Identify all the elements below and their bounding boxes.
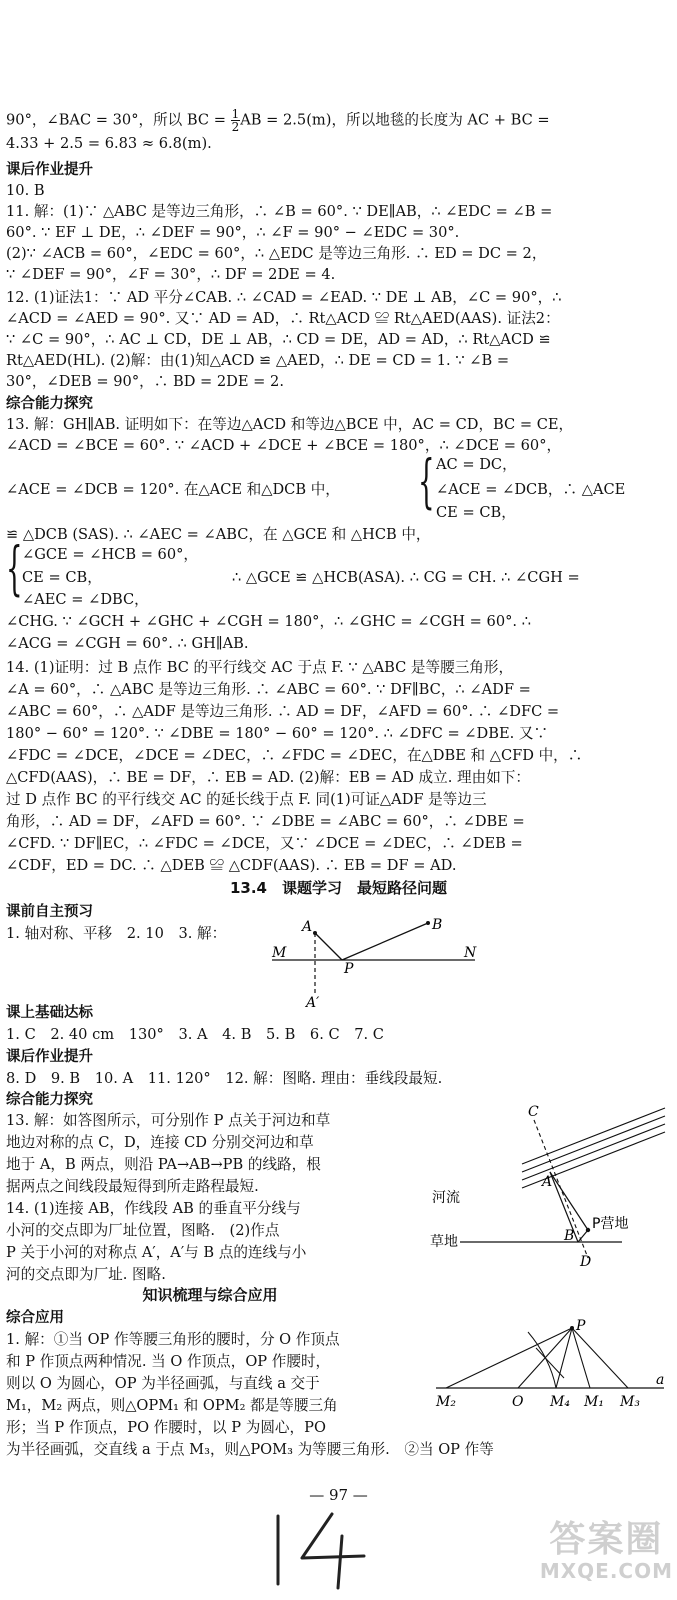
label-a: A [542, 1174, 553, 1190]
river-edge [522, 1116, 665, 1172]
segment-pb [342, 923, 428, 960]
answer-line: 角形，∴ AD = DF，∠AFD = 60°. ∵ ∠DBE = ∠ABC = 60°，∴ ∠DBE = [6, 813, 525, 830]
answer-line: 据两点之间线段最短得到所走路程最短. [6, 1178, 259, 1195]
point-p [570, 1326, 574, 1330]
answer-line: 地于 A，B 两点，则沿 PA→AB→PB 的线路，根 [6, 1156, 321, 1173]
handwritten-number [260, 1510, 380, 1590]
point-a [313, 931, 317, 935]
brace-line: AC = DC， [436, 456, 517, 473]
answer-line: ∠ACD = ∠BCE = 60°. ∵ ∠ACD + ∠DCE + ∠BCE = 180°，∴ ∠DCE = 60°， [6, 437, 562, 454]
answer-line: 14. (1)证明：过 B 点作 BC 的平行线交 AC 于点 F. ∵ △ABC 是等腰三角形， [6, 659, 514, 676]
section-title: 知识梳理与综合应用 [142, 1286, 278, 1304]
section-heading: 课后作业提升 [6, 1049, 93, 1065]
label-d: D [580, 1254, 592, 1270]
answer-line: 8. D 9. B 10. A 11. 120° 12. 解：图略. 理由：垂线段最短. [6, 1070, 443, 1087]
answer-line: ∠A = 60°，∴ △ABC 是等边三角形. ∴ ∠ABC = 60°. ∵ DF∥BC，∴ ∠ADF = [6, 681, 531, 698]
label-c: C [528, 1104, 539, 1120]
label-o: O [512, 1394, 524, 1410]
answer-line: ∠ABC = 60°，∴ △ADF 是等边三角形. ∴ AD = DF，∠AFD = 60°. ∴ ∠DFC = [6, 703, 560, 720]
answer-line: ∵ ∠DEF = 90°，∠F = 30°，∴ DF = 2DE = 4. [6, 266, 336, 283]
section-heading: 课前自主预习 [6, 904, 93, 920]
segment-ap [315, 933, 342, 960]
answer-line: 1. C 2. 40 cm 130° 3. A 4. B 5. B 6. C 7. C [6, 1026, 384, 1043]
answer-line: 13. 解：GH∥AB. 证明如下：在等边△ACD 和等边△BCE 中，AC = CD，BC = CE， [6, 416, 574, 433]
label-p: P [344, 961, 354, 977]
label-b: B [564, 1228, 575, 1244]
answer-line: ∠CDF，ED = DC. ∴ △DEB ≌ △CDF(AAS). ∴ EB = DF = AD. [6, 857, 457, 874]
answer-line: 过 D 点作 BC 的平行线交 AC 的延长线于点 F. 同(1)可证△ADF 是等边三 [6, 791, 487, 808]
fraction: $\frac{1}{2}$ [231, 108, 240, 133]
text-line: 4.33 + 2.5 = 6.83 ≈ 6.8(m). [6, 135, 212, 152]
point-b [426, 921, 430, 925]
label-m4: M₄ [550, 1394, 570, 1410]
brace: { [6, 534, 23, 602]
answer-line: ∠ACE = ∠DCB = 120°. 在△ACE 和△DCB 中， [6, 481, 340, 498]
river-figure [430, 1100, 670, 1270]
label-m2: M₂ [436, 1394, 456, 1410]
section-title: 13.4 课题学习 最短路径问题 [229, 879, 447, 897]
section-heading: 综合应用 [6, 1310, 64, 1326]
answer-line: 180° − 60° = 120°. ∵ ∠DBE = 180° − 60° = 120°. ∴ ∠DFC = ∠DBE. 又∵ [6, 725, 549, 742]
label-grass: 草地 [430, 1234, 458, 1250]
answer-line: 10. B [6, 182, 45, 199]
label-n: N [464, 945, 477, 961]
section-heading: 综合能力探究 [6, 396, 93, 412]
answer-line: 11. 解：(1)∵ △ABC 是等边三角形，∴ ∠B = 60°. ∵ DE∥AB，∴ ∠EDC = ∠B = [6, 203, 553, 220]
brace-line: ∠GCE = ∠HCB = 60°， [22, 546, 199, 563]
answer-line: 为半径画弧，交直线 a 于点 M₃，则△POM₃ 为等腰三角形. ②当 OP 作等 [6, 1441, 494, 1458]
label-a: a [656, 1372, 665, 1388]
triangle-figure [432, 1318, 670, 1438]
answer-line: 形；当 P 作顶点，PO 作腰时，以 P 为圆心，PO [6, 1419, 326, 1436]
label-m1: M₁ [584, 1394, 604, 1410]
watermark: 答案圈 MXQE.COM [539, 1519, 673, 1583]
label-camp: P营地 [592, 1216, 629, 1232]
answer-line: 和 P 作顶点两种情况. 当 O 作顶点，OP 作腰时， [6, 1353, 331, 1370]
section-heading: 课上基础达标 [6, 1005, 93, 1021]
answer-line: P 关于小河的对称点 A′，A′与 B 点的连线与小 [6, 1244, 307, 1261]
brace-line: CE = CB， [436, 504, 516, 521]
label-a: A [302, 919, 313, 935]
reflection-figure [260, 915, 500, 1035]
answer-line: 则以 O 为圆心，OP 为半径画弧，与直线 a 交于 [6, 1375, 320, 1392]
answer-line: 1. 轴对称、平移 2. 10 3. 解： [6, 925, 227, 942]
answer-line: M₁，M₂ 两点，则△OPM₁ 和 OPM₂ 都是等腰三角 [6, 1397, 338, 1414]
answer-line: ∵ ∠C = 90°，∴ AC ⊥ CD，DE ⊥ AB，∴ CD = DE，AD = AD，∴ Rt△ACD ≌ [6, 331, 551, 348]
brace-line: ∠ACE = ∠DCB，∴ △ACE [436, 481, 626, 498]
label-river: 河流 [432, 1190, 460, 1206]
answer-line: ≌ △DCB (SAS). ∴ ∠AEC = ∠ABC，在 △GCE 和 △HCB 中， [6, 526, 431, 543]
label-b: B [432, 917, 443, 933]
segment-pm3 [572, 1328, 628, 1388]
section-heading: 课后作业提升 [6, 162, 93, 178]
brace-line: CE = CB， [22, 569, 102, 586]
answer-line: 14. (1)连接 AB，作线段 AB 的垂直平分线与 [6, 1200, 301, 1217]
brace: { [418, 447, 435, 515]
answer-line: 12. (1)证法1：∵ AD 平分∠CAB. ∴ ∠CAD = ∠EAD. ∵ DE ⊥ AB，∠C = 90°，∴ [6, 289, 562, 306]
brace-line: ∠AEC = ∠DBC， [22, 591, 149, 608]
answer-line: △CFD(AAS)，∴ BE = DF，∴ EB = AD. (2)解：EB = AD 成立. 理由如下： [6, 769, 530, 786]
answer-line: ∠CFD. ∵ DF∥EC，∴ ∠FDC = ∠DCE，又∵ ∠DCE = ∠DEC，∴ ∠DEB = [6, 835, 523, 852]
answer-line: ∴ △GCE ≌ △HCB(ASA). ∴ CG = CH. ∴ ∠CGH = [232, 569, 580, 586]
text-line: 90°，∠BAC = 30°，所以 BC = $\frac{1}{2}$ AB = 2.5(m)，所以地毯的长度为 AC + BC = [6, 108, 550, 133]
answer-line: 1. 解：①当 OP 作等腰三角形的腰时，分 O 作顶点 [6, 1331, 340, 1348]
river-edge [522, 1108, 665, 1164]
answer-line: 13. 解：如答图所示，可分别作 P 点关于河边和草 [6, 1112, 331, 1129]
answer-line: (2)∵ ∠ACB = 60°，∠EDC = 60°，∴ △EDC 是等边三角形. ∴ ED = DC = 2， [6, 245, 547, 262]
label-m3: M₃ [620, 1394, 640, 1410]
answer-line: Rt△AED(HL). (2)解：由(1)知△ACD ≌ △AED，∴ DE = CD = 1. ∵ ∠B = [6, 352, 510, 369]
segment-pm2 [446, 1328, 572, 1388]
arc [528, 1332, 556, 1388]
label-a-prime: A′ [306, 995, 320, 1011]
point-p [586, 1228, 590, 1232]
label-p: P [576, 1318, 586, 1334]
river-edge [522, 1124, 665, 1180]
label-m: M [272, 945, 287, 961]
segment-bp [578, 1230, 588, 1242]
answer-line: 地边对称的点 C，D，连接 CD 分别交河边和草 [6, 1134, 314, 1151]
answer-line: ∠ACD = ∠AED = 90°. 又∵ AD = AD，∴ Rt△ACD ≌ Rt△AED(AAS). 证法2： [6, 310, 560, 327]
answer-line: ∠FDC = ∠DCE，∠DCE = ∠DEC，∴ ∠FDC = ∠DEC，在△DBE 和 △CFD 中，∴ [6, 747, 583, 764]
answer-line: 河的交点即为厂址. 图略. [6, 1266, 166, 1283]
answer-line: 30°，∠DEB = 90°，∴ BD = 2DE = 2. [6, 373, 284, 390]
answer-line: 60°. ∵ EF ⊥ DE，∴ ∠DEF = 90°，∴ ∠F = 90° − ∠EDC = 30°. [6, 224, 460, 241]
page-number: — 97 — [309, 1486, 368, 1504]
answer-line: 小河的交点即为厂址位置，图略. (2)作点 [6, 1222, 280, 1239]
section-heading: 综合能力探究 [6, 1092, 93, 1108]
answer-line: ∠ACG = ∠CGH = 60°. ∴ GH∥AB. [6, 635, 249, 652]
segment-pa [550, 1172, 588, 1230]
answer-line: ∠CHG. ∵ ∠GCH + ∠GHC + ∠CGH = 180°，∴ ∠GHC = ∠CGH = 60°. ∴ [6, 613, 531, 630]
